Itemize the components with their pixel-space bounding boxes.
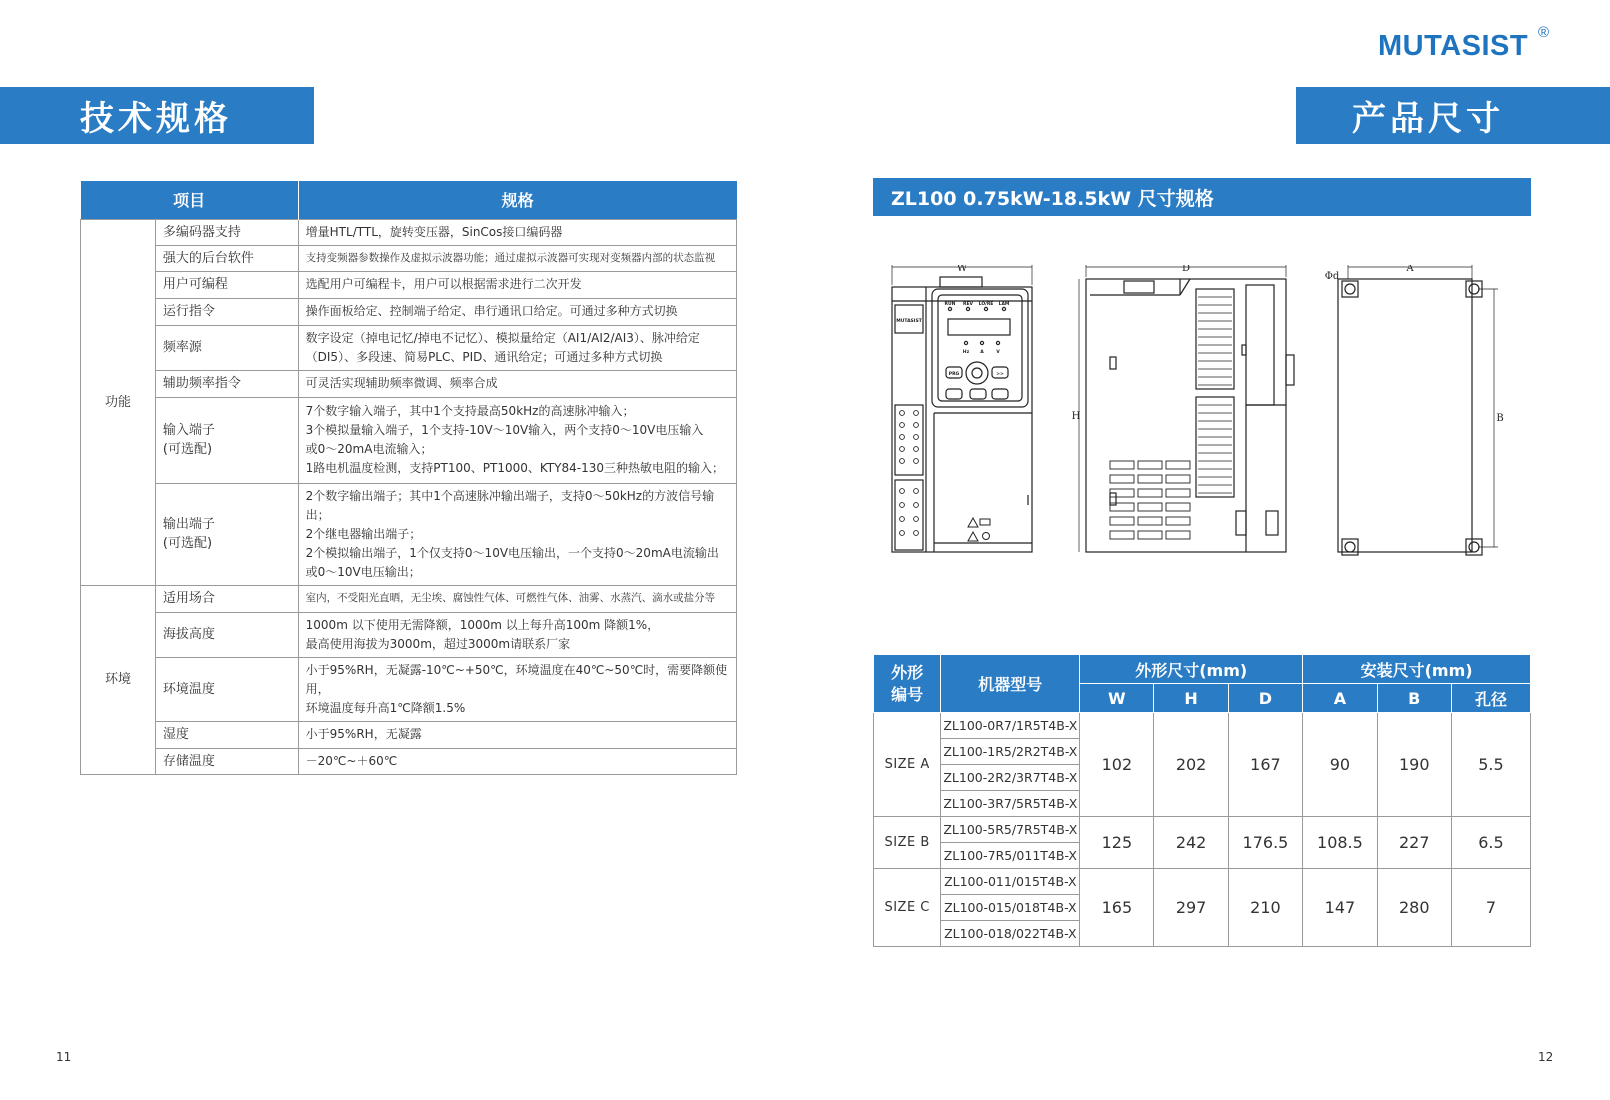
unit-label-hz: Hz: [962, 350, 970, 355]
spec-value: 可灵活实现辅助频率微调、频率合成: [298, 370, 736, 397]
value-a: 90: [1303, 713, 1377, 817]
value-hole: 5.5: [1451, 713, 1530, 817]
header-b: B: [1377, 684, 1451, 713]
value-h: 297: [1154, 869, 1228, 947]
dimension-table: [873, 654, 1531, 947]
spec-item: 辅助频率指令: [155, 370, 298, 397]
size-label: SIZE A: [874, 713, 941, 817]
dim-label-b: B: [1496, 413, 1504, 424]
dim-label-a: A: [1406, 265, 1414, 274]
unit-label-a: A: [980, 350, 984, 355]
spec-item: 运行指令: [155, 298, 298, 325]
key-label-jog: >>: [996, 372, 1004, 377]
value-d: 176.5: [1228, 817, 1302, 869]
spec-table: [80, 181, 737, 775]
header-d: D: [1228, 684, 1302, 713]
dim-label-h: H: [1071, 411, 1081, 422]
value-w: 102: [1080, 713, 1154, 817]
spec-category-function: 功能: [81, 219, 156, 585]
spec-item: 输出端子 (可选配): [155, 483, 298, 585]
value-w: 165: [1080, 869, 1154, 947]
spec-item: 适用场合: [155, 585, 298, 612]
spec-value: 支持变频器参数操作及虚拟示波器功能；通过虚拟示波器可实现对变频器内部的状态监视: [298, 245, 736, 271]
header-model: 机器型号: [941, 655, 1080, 713]
value-d: 167: [1228, 713, 1302, 817]
page-number-left: 11: [56, 1050, 72, 1064]
header-outer-size: 外形尺寸(mm): [1080, 655, 1303, 684]
spec-item: 输入端子 (可选配): [155, 397, 298, 483]
product-outline-drawing: [880, 265, 1520, 575]
panel-brand-label: MUTASIST: [896, 319, 922, 324]
value-d: 210: [1228, 869, 1302, 947]
value-w: 125: [1080, 817, 1154, 869]
value-hole: 7: [1451, 869, 1530, 947]
value-a: 108.5: [1303, 817, 1377, 869]
spec-value: 选配用户可编程卡，用户可以根据需求进行二次开发: [298, 271, 736, 298]
model-cell: ZL100-0R7/1R5T4B-X: [941, 713, 1080, 739]
spec-item: 强大的后台软件: [155, 245, 298, 271]
spec-item: 频率源: [155, 325, 298, 370]
dim-label-hole: Φd: [1324, 271, 1340, 282]
heatsink-fins-top: [1196, 289, 1234, 389]
value-h: 242: [1154, 817, 1228, 869]
key-label-prg: PRG: [948, 372, 960, 377]
spec-value: 小于95%RH，无凝露: [298, 721, 736, 748]
spec-item: 海拔高度: [155, 612, 298, 657]
spec-item: 环境温度: [155, 657, 298, 721]
dim-label-w: W: [956, 265, 968, 274]
spec-value: －20℃~＋60℃: [298, 748, 736, 774]
value-h: 202: [1154, 713, 1228, 817]
model-cell: ZL100-7R5/011T4B-X: [941, 843, 1080, 869]
size-label: SIZE C: [874, 869, 941, 947]
back-view-body: [1338, 279, 1472, 552]
page-number-right: 12: [1538, 1050, 1554, 1064]
header-install-size: 安装尺寸(mm): [1303, 655, 1531, 684]
spec-value: 操作面板给定、控制端子给定、串行通讯口给定。可通过多种方式切换: [298, 298, 736, 325]
header-hole: 孔径: [1451, 684, 1530, 713]
dim-label-d: D: [1181, 265, 1191, 274]
spec-value: 小于95%RH，无凝露-10℃~+50℃，环境温度在40℃~50℃时，需要降额使用， 环境温度每升高1℃降额1.5%: [298, 657, 736, 721]
spec-header-value: 规格: [298, 181, 736, 219]
spec-item: 湿度: [155, 721, 298, 748]
spec-item: 存储温度: [155, 748, 298, 774]
model-cell: ZL100-2R2/3R7T4B-X: [941, 765, 1080, 791]
spec-item: 多编码器支持: [155, 219, 298, 245]
header-w: W: [1080, 684, 1154, 713]
model-cell: ZL100-5R5/7R5T4B-X: [941, 817, 1080, 843]
spec-value: 7个数字输入端子，其中1个支持最高50kHz的高速脉冲输入； 3个模拟量输入端子，1个支持-10V～10V输入，两个支持0～10V电压输入 或0～20mA电流输入； 1路电机温度检测，支持PT100、PT1000、KTY84-130三种热敏电阻的输入；: [298, 397, 736, 483]
value-b: 280: [1377, 869, 1451, 947]
header-a: A: [1303, 684, 1377, 713]
model-cell: ZL100-015/018T4B-X: [941, 895, 1080, 921]
spec-item: 用户可编程: [155, 271, 298, 298]
model-cell: ZL100-3R7/5R5T4B-X: [941, 791, 1080, 817]
header-h: H: [1154, 684, 1228, 713]
section-banner-tech-spec: 技术规格: [0, 87, 314, 144]
value-hole: 6.5: [1451, 817, 1530, 869]
keypad-knob: [966, 362, 988, 384]
value-b: 190: [1377, 713, 1451, 817]
spec-header-item: 项目: [81, 181, 299, 219]
key-label-lam: LAM: [998, 302, 1010, 307]
spec-category-environment: 环境: [81, 585, 156, 774]
spec-value: 1000m 以下使用无需降额，1000m 以上每升高100m 降额1%， 最高使用海拔为3000m，超过3000m请联系厂家: [298, 612, 736, 657]
model-cell: ZL100-011/015T4B-X: [941, 869, 1080, 895]
key-label-rev: REV: [962, 302, 974, 307]
dimension-title-bar: ZL100 0.75kW-18.5kW 尺寸规格: [873, 178, 1531, 216]
spec-value: 2个数字输出端子；其中1个高速脉冲输出端子，支持0～50kHz的方波信号输出； 2个继电器输出端子； 2个模拟输出端子，1个仅支持0～10V电压输出，一个支持0～20mA电流输出 或0～10V电压输出；: [298, 483, 736, 585]
value-a: 147: [1303, 869, 1377, 947]
section-banner-dimensions: 产品尺寸: [1296, 87, 1610, 144]
brand-logo: MUTASIST: [1378, 30, 1529, 62]
value-b: 227: [1377, 817, 1451, 869]
spec-value: 室内，不受阳光直晒，无尘埃、腐蚀性气体、可燃性气体、油雾、水蒸汽、滴水或盐分等: [298, 585, 736, 612]
front-view-body: [892, 287, 1032, 552]
heatsink-fins-bottom: [1196, 397, 1234, 497]
model-cell: ZL100-018/022T4B-X: [941, 921, 1080, 947]
spec-value: 增量HTL/TTL，旋转变压器，SinCos接口编码器: [298, 219, 736, 245]
size-label: SIZE B: [874, 817, 941, 869]
unit-label-v: V: [996, 350, 1000, 355]
spec-value: 数字设定（掉电记忆/掉电不记忆）、模拟量给定（AI1/AI2/AI3）、脉冲给定（DI5）、多段速、简易PLC、PID、通讯给定；可通过多种方式切换: [298, 325, 736, 370]
key-label-run: RUN: [944, 302, 956, 307]
model-cell: ZL100-1R5/2R2T4B-X: [941, 739, 1080, 765]
header-shape-code: 外形 编号: [874, 655, 941, 713]
registered-mark: ®: [1538, 24, 1550, 41]
key-label-lore: LO/RE: [978, 302, 994, 307]
